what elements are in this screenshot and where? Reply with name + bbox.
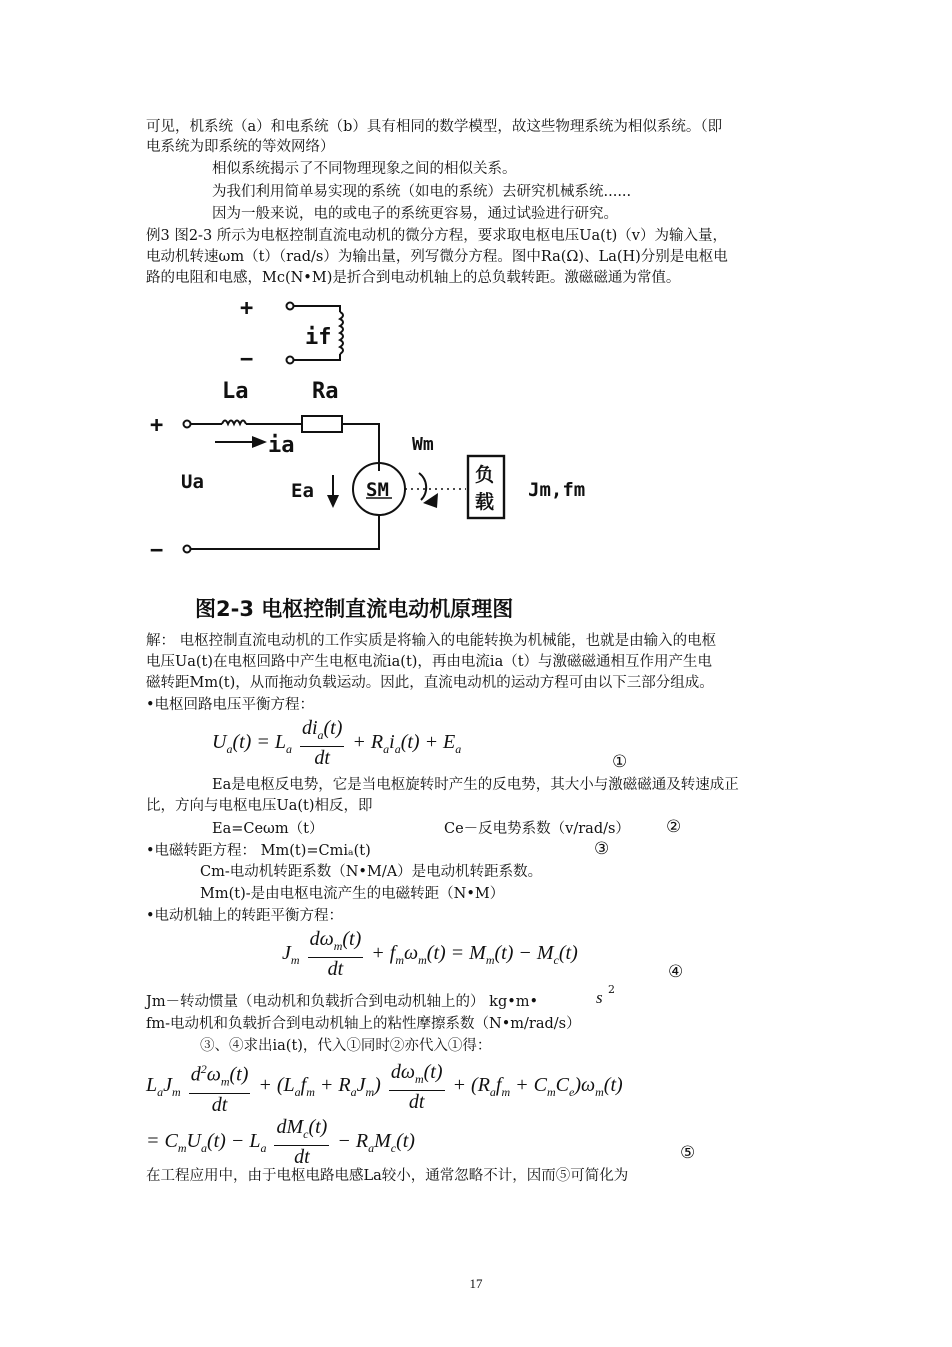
solution-b: 电压Ua(t)在电枢回路中产生电枢电流ia(t)，再由电流ia（t）与激磁磁通相互作用产生电: [146, 654, 713, 670]
fm-definition: fm-电动机和负载折合到电动机轴上的粘性摩擦系数（N•m/rad/s）: [146, 1016, 581, 1032]
field-minus-label: −: [240, 347, 254, 372]
ea-label: Ea: [291, 480, 314, 502]
ra-label: Ra: [312, 379, 339, 404]
bullet-torque: •电磁转距方程： Mm(t)=Cmiₐ(t): [146, 843, 371, 859]
jm-definition: Jm－转动惯量（电动机和负载折合到电动机轴上的） kg•m•: [146, 994, 539, 1010]
ua-label: Ua: [181, 471, 204, 493]
wm-label: Wm: [412, 434, 434, 455]
if-label: if: [305, 325, 332, 350]
armature-minus-label: −: [150, 538, 164, 563]
ea-equation: Ea=Ceωm（t）: [212, 821, 324, 837]
derivation-intro: ③、④求出ia(t)，代入①同时②亦代入①得：: [200, 1038, 492, 1054]
eq-number-4: ④: [668, 962, 684, 982]
para-similar-1a: 可见，机系统（a）和电系统（b）具有相同的数学模型，故这些物理系统为相似系统。（即: [146, 119, 723, 135]
para-example-a: 例3 图2-3 所示为电枢控制直流电动机的微分方程，要求取电枢电压Ua(t)（v）为输入量，: [146, 228, 727, 244]
figure-caption: 图2-3 电枢控制直流电动机原理图: [195, 597, 514, 621]
ea-desc-1: Ea是电枢反电势，它是当电枢旋转时产生的反电势，其大小与激磁磁通及转速成正: [212, 777, 739, 793]
jmfm-label: Jm,fm: [528, 479, 586, 501]
ia-label: ia: [268, 433, 295, 458]
para-example-b: 电动机转速ωm（t）（rad/s）为输出量，列写微分方程。图中Ra(Ω)、La(H)分别是电枢电: [146, 249, 728, 265]
sm-label: SM: [366, 479, 389, 501]
armature-plus-label: +: [150, 413, 164, 438]
jm-unit-exp: 2: [608, 983, 615, 996]
eq-number-3: ③: [594, 839, 610, 859]
solution-a: 解： 电枢控制直流电动机的工作实质是将输入的电能转换为机械能，也就是由输入的电枢: [146, 633, 717, 649]
bullet-voltage: •电枢回路电压平衡方程：: [146, 697, 315, 713]
eq-number-1: ①: [612, 752, 628, 772]
final-paragraph: 在工程应用中，由于电枢电路电感La较小，通常忽略不计，因而⑤可简化为: [146, 1168, 629, 1184]
para-similar-3: 为我们利用简单易实现的系统（如电的系统）去研究机械系统......: [212, 184, 632, 200]
ce-definition: Ce－反电势系数（v/rad/s）: [444, 821, 630, 837]
eq-number-2: ②: [666, 817, 682, 837]
page-number: 17: [469, 1276, 483, 1291]
equation-5-line2: = $C_mU_a(t) - L_a$ $\frac{dM_c(t)}{dt}$ − $R_aM_c(t)$: [146, 1116, 415, 1168]
para-similar-4: 因为一般来说，电的或电子的系统更容易，通过试验进行研究。: [212, 206, 618, 222]
ea-desc-2: 比，方向与电枢电压Ua(t)相反，即: [146, 798, 373, 814]
eq-number-5: ⑤: [680, 1143, 696, 1163]
mm-definition: Mm(t)-是由电枢电流产生的电磁转距（N•M）: [200, 886, 505, 902]
equation-4: $J_m$ $\frac{d\omega_m(t)}{dt}$ + $f_m\omega_m(t) = M_m(t) - M_c(t)$: [282, 928, 578, 980]
motor-circuit-diagram: [0, 0, 952, 590]
para-similar-2: 相似系统揭示了不同物理现象之间的相似关系。: [212, 161, 517, 177]
cm-definition: Cm-电动机转距系数（N•M/A）是电动机转距系数。: [200, 864, 543, 880]
para-example-c: 路的电阻和电感，Mc(N•M)是折合到电动机轴上的总负载转距。激磁磁通为常值。: [146, 270, 681, 286]
equation-5-line1: $L_aJ_m$ $\frac{d^2\omega_m(t)}{dt}$ + $(L_af_m + R_aJ_m)$ $\frac{d\omega_m(t)}{dt}$ + $(R_af_m + C_mC_e)\omega_m(t)$: [146, 1058, 623, 1116]
load-label-1: 负: [475, 464, 495, 486]
load-label-2: 载: [475, 491, 495, 513]
bullet-shaft: •电动机轴上的转距平衡方程：: [146, 908, 344, 924]
para-similar-1b: 电系统为即系统的等效网络）: [146, 139, 335, 155]
field-plus-label: +: [240, 296, 254, 321]
la-label: La: [222, 379, 249, 404]
jm-unit-s: s: [596, 988, 603, 1007]
solution-c: 磁转距Mm(t)，从而拖动负载运动。因此，直流电动机的运动方程可由以下三部分组成。: [146, 675, 714, 691]
equation-1: $U_a(t) = L_a$ $\frac{di_a(t)}{dt}$ + $R_ai_a(t) + E_a$: [212, 717, 462, 769]
